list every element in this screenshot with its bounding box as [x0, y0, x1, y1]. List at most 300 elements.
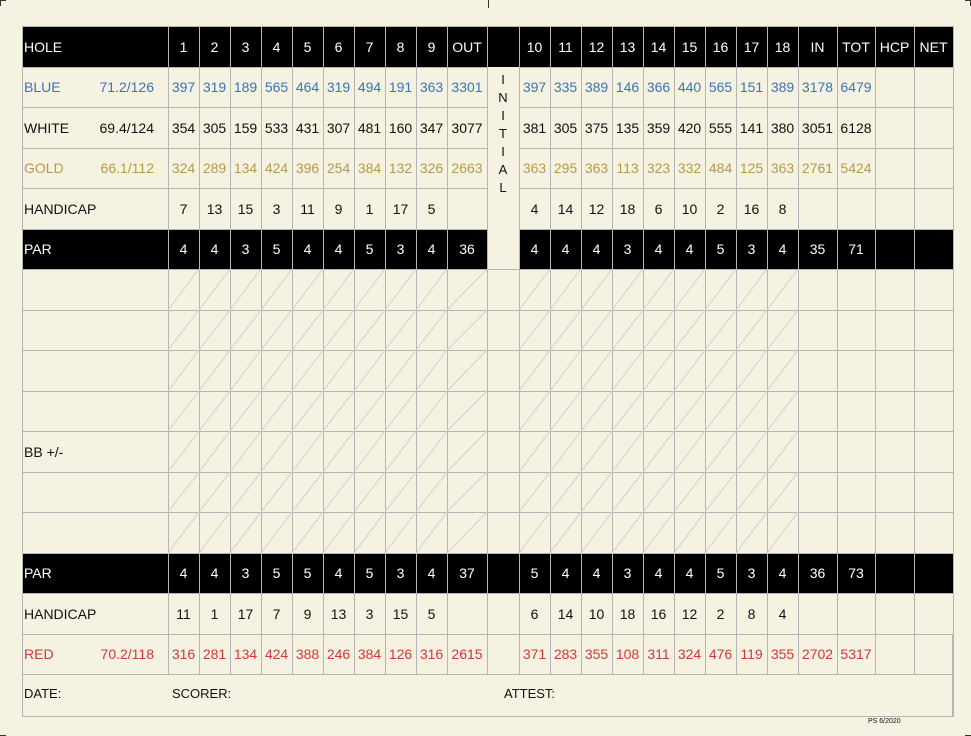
score-input[interactable] [875, 391, 914, 431]
yardage: 134 [233, 160, 258, 176]
grid-line [875, 634, 876, 674]
score-input[interactable] [550, 472, 581, 512]
yardage: 134 [233, 646, 258, 662]
score-input[interactable] [292, 310, 323, 350]
score-input[interactable] [519, 431, 550, 472]
score-input[interactable] [519, 512, 550, 553]
score-input[interactable] [323, 269, 354, 310]
hole-handicap: 3 [365, 605, 374, 622]
score-input[interactable] [261, 391, 292, 431]
score-input[interactable] [914, 472, 953, 512]
score-input[interactable] [519, 310, 550, 350]
score-input[interactable] [875, 472, 914, 512]
in-total: 3178 [801, 79, 834, 95]
initial-letter: N [498, 90, 508, 105]
score-input[interactable] [736, 512, 767, 553]
score-input[interactable] [674, 431, 705, 472]
hole-handicap: 10 [588, 605, 605, 622]
hole-handicap: 11 [176, 605, 191, 622]
grid-line [953, 26, 954, 634]
hole-handicap: 4 [778, 605, 787, 622]
score-input[interactable] [416, 391, 447, 431]
score-input[interactable] [230, 391, 261, 431]
score-input[interactable] [674, 472, 705, 512]
score-input[interactable] [798, 391, 837, 431]
yardage: 464 [295, 79, 320, 95]
score-row-label: BB +/- [24, 443, 64, 460]
score-input[interactable] [705, 350, 736, 391]
yardage: 189 [233, 79, 258, 95]
score-input[interactable] [385, 472, 416, 512]
score-input[interactable] [261, 512, 292, 553]
score-input[interactable] [230, 350, 261, 391]
score-input[interactable] [674, 269, 705, 310]
score-input[interactable] [581, 391, 612, 431]
tee-name: GOLD 66.1/112 [24, 160, 154, 176]
hole-handicap: 7 [272, 605, 281, 622]
score-input[interactable] [519, 391, 550, 431]
score-input[interactable] [736, 269, 767, 310]
footer-box [22, 674, 954, 717]
tee-name: BLUE 71.2/126 [24, 79, 154, 95]
score-input[interactable] [837, 512, 875, 553]
par-out: 37 [459, 565, 475, 581]
score-input[interactable] [447, 512, 487, 553]
initial-letter: T [499, 126, 507, 141]
hole-par: 3 [396, 565, 405, 581]
yardage: 319 [326, 79, 351, 95]
hole-par: 4 [179, 565, 188, 581]
tee-name: RED 70.2/118 [24, 646, 154, 662]
score-input[interactable] [767, 269, 798, 310]
hole-number: 7 [365, 38, 374, 55]
score-input[interactable] [705, 512, 736, 553]
hole-par: 4 [561, 241, 570, 257]
score-input[interactable] [643, 310, 674, 350]
score-input[interactable] [643, 269, 674, 310]
score-input[interactable] [323, 431, 354, 472]
yardage: 366 [646, 79, 671, 95]
hole-handicap: 9 [303, 605, 312, 622]
score-input[interactable] [447, 472, 487, 512]
yardage: 108 [615, 646, 640, 662]
yardage: 354 [171, 119, 196, 136]
score-input[interactable] [798, 350, 837, 391]
score-input[interactable] [612, 472, 643, 512]
score-input[interactable] [914, 310, 953, 350]
hole-handicap: 13 [206, 200, 223, 217]
grid-line [487, 634, 488, 674]
score-input[interactable] [674, 391, 705, 431]
yardage: 384 [357, 646, 382, 662]
yardage: 424 [264, 646, 289, 662]
yardage: 146 [615, 79, 640, 95]
score-input[interactable] [674, 310, 705, 350]
score-input[interactable] [736, 310, 767, 350]
par-bottom-gap-band [487, 553, 519, 593]
hole-par: 4 [210, 565, 219, 581]
score-input[interactable] [416, 512, 447, 553]
score-input[interactable] [199, 269, 230, 310]
score-input[interactable] [550, 350, 581, 391]
par-out: 36 [459, 241, 475, 257]
yardage: 246 [326, 646, 351, 662]
score-input[interactable] [199, 391, 230, 431]
hole-handicap: 5 [427, 605, 436, 622]
score-input[interactable] [837, 431, 875, 472]
yardage: 431 [295, 119, 320, 136]
hole-number: 9 [427, 38, 436, 55]
score-input[interactable] [837, 269, 875, 310]
hole-par: 5 [716, 565, 725, 581]
yardage: 119 [740, 646, 763, 662]
hole-handicap: 16 [650, 605, 667, 622]
score-input[interactable] [643, 391, 674, 431]
score-input[interactable] [581, 431, 612, 472]
score-input[interactable] [261, 310, 292, 350]
score-input[interactable] [168, 310, 199, 350]
hole-number: 3 [241, 38, 250, 55]
score-input[interactable] [519, 350, 550, 391]
header-gap-band [487, 26, 519, 67]
hole-handicap: 15 [392, 605, 409, 622]
yardage: 324 [171, 160, 196, 176]
score-input[interactable] [581, 350, 612, 391]
score-input[interactable] [261, 269, 292, 310]
score-input[interactable] [354, 350, 385, 391]
hole-number: 5 [303, 38, 312, 55]
score-input[interactable] [416, 472, 447, 512]
score-input[interactable] [168, 431, 199, 472]
yardage: 494 [357, 79, 382, 95]
score-input[interactable] [798, 269, 837, 310]
date-label: DATE: [24, 686, 62, 701]
score-input[interactable] [705, 310, 736, 350]
score-input[interactable] [354, 431, 385, 472]
score-input[interactable] [837, 310, 875, 350]
score-input[interactable] [323, 512, 354, 553]
yardage: 363 [419, 79, 444, 95]
score-input[interactable] [875, 350, 914, 391]
score-input[interactable] [323, 350, 354, 391]
score-input[interactable] [612, 310, 643, 350]
score-input[interactable] [612, 431, 643, 472]
score-input[interactable] [385, 391, 416, 431]
yardage: 371 [522, 646, 547, 662]
yardage: 326 [419, 160, 444, 176]
yardage: 283 [553, 646, 578, 662]
hole-handicap: 7 [179, 200, 188, 217]
yardage: 484 [708, 160, 733, 176]
score-input[interactable] [261, 350, 292, 391]
hole-par: 4 [654, 565, 663, 581]
out-header: OUT [452, 38, 482, 55]
score-input[interactable] [385, 431, 416, 472]
score-input[interactable] [798, 431, 837, 472]
hole-handicap: 6 [654, 200, 663, 217]
yardage: 396 [295, 160, 320, 176]
score-input[interactable] [416, 269, 447, 310]
score-input[interactable] [447, 269, 487, 310]
hole-handicap: 3 [272, 200, 281, 217]
hole-par: 3 [747, 241, 756, 257]
yardage: 481 [357, 119, 382, 136]
par-label: PAR [24, 241, 52, 257]
score-input[interactable] [612, 350, 643, 391]
score-input[interactable] [581, 310, 612, 350]
hole-number: 1 [179, 38, 188, 55]
score-input[interactable] [550, 269, 581, 310]
yardage: 440 [677, 79, 702, 95]
score-input[interactable] [385, 350, 416, 391]
yardage: 305 [553, 119, 578, 136]
hole-handicap: 1 [210, 605, 219, 622]
attest-label: ATTEST: [504, 686, 556, 701]
hole-par: 3 [396, 241, 405, 257]
hole-number: 6 [334, 38, 343, 55]
hole-handicap: 2 [716, 200, 725, 217]
score-input[interactable] [199, 350, 230, 391]
yardage: 384 [357, 160, 382, 176]
score-input[interactable] [199, 431, 230, 472]
hole-par: 4 [685, 241, 694, 257]
score-input[interactable] [168, 472, 199, 512]
score-input[interactable] [354, 269, 385, 310]
tee-rating: 70.2/118 [100, 646, 154, 662]
score-input[interactable] [385, 512, 416, 553]
score-input[interactable] [230, 269, 261, 310]
score-input[interactable] [643, 350, 674, 391]
handicap-label: HANDICAP [24, 200, 97, 217]
score-input[interactable] [168, 391, 199, 431]
score-input[interactable] [385, 269, 416, 310]
par-label: PAR [24, 565, 52, 581]
score-input[interactable] [736, 350, 767, 391]
score-input[interactable] [447, 350, 487, 391]
score-input[interactable] [767, 310, 798, 350]
score-input[interactable] [705, 431, 736, 472]
hole-handicap: 4 [530, 200, 539, 217]
score-input[interactable] [612, 512, 643, 553]
score-input[interactable] [354, 310, 385, 350]
hole-par: 5 [272, 241, 281, 257]
score-input[interactable] [736, 431, 767, 472]
score-input[interactable] [230, 431, 261, 472]
score-input[interactable] [674, 512, 705, 553]
tee-rating: 71.2/126 [99, 79, 154, 95]
initial-letter: A [498, 162, 508, 177]
score-input[interactable] [168, 269, 199, 310]
score-input[interactable] [736, 391, 767, 431]
initial-letter: I [501, 72, 505, 87]
hole-number: 18 [774, 38, 791, 55]
score-input[interactable] [199, 472, 230, 512]
initial-letter: L [499, 180, 507, 195]
score-input[interactable] [767, 512, 798, 553]
score-input[interactable] [875, 269, 914, 310]
score-input[interactable] [519, 472, 550, 512]
score-input[interactable] [519, 269, 550, 310]
yardage: 335 [553, 79, 578, 95]
score-input[interactable] [261, 431, 292, 472]
score-input[interactable] [914, 391, 953, 431]
par-total: 73 [848, 565, 864, 581]
score-input[interactable] [292, 391, 323, 431]
score-input[interactable] [875, 512, 914, 553]
score-input[interactable] [230, 310, 261, 350]
score-input[interactable] [550, 310, 581, 350]
score-input[interactable] [447, 310, 487, 350]
score-input[interactable] [199, 310, 230, 350]
score-input[interactable] [292, 472, 323, 512]
yardage: 307 [326, 119, 351, 136]
hole-par: 3 [241, 565, 250, 581]
score-input[interactable] [837, 472, 875, 512]
hole-handicap: 12 [681, 605, 698, 622]
score-input[interactable] [550, 512, 581, 553]
hole-number: 17 [743, 38, 760, 55]
score-input[interactable] [261, 472, 292, 512]
hcp-header: HCP [879, 38, 910, 55]
yardage: 141 [739, 119, 764, 136]
yardage: 281 [202, 646, 227, 662]
hole-handicap: 1 [365, 200, 374, 217]
out-total: 2663 [451, 160, 483, 176]
hole-par: 4 [685, 565, 694, 581]
score-input[interactable] [875, 310, 914, 350]
score-input[interactable] [199, 512, 230, 553]
hole-handicap: 8 [747, 605, 756, 622]
yardage: 355 [770, 646, 795, 662]
score-input[interactable] [798, 310, 837, 350]
score-input[interactable] [416, 431, 447, 472]
hole-handicap: 11 [300, 200, 315, 217]
score-input[interactable] [550, 391, 581, 431]
hole-handicap: 17 [237, 605, 254, 622]
hole-handicap: 8 [778, 200, 787, 217]
yardage: 324 [677, 646, 702, 662]
yardage: 132 [388, 160, 413, 176]
hole-par: 4 [334, 565, 343, 581]
score-input[interactable] [612, 269, 643, 310]
hole-number: 13 [619, 38, 636, 55]
score-input[interactable] [323, 472, 354, 512]
score-input[interactable] [447, 391, 487, 431]
grid-line [953, 634, 954, 674]
score-input[interactable] [612, 391, 643, 431]
score-input[interactable] [292, 350, 323, 391]
score-input[interactable] [323, 391, 354, 431]
score-input[interactable] [798, 512, 837, 553]
yardage: 359 [646, 119, 671, 136]
score-input[interactable] [914, 512, 953, 553]
score-input[interactable] [292, 269, 323, 310]
score-input[interactable] [416, 310, 447, 350]
score-input[interactable] [705, 269, 736, 310]
score-input[interactable] [914, 350, 953, 391]
score-input[interactable] [230, 472, 261, 512]
score-input[interactable] [168, 512, 199, 553]
score-input[interactable] [643, 431, 674, 472]
yardage: 397 [522, 79, 547, 95]
hole-number: 2 [210, 38, 219, 55]
score-input[interactable] [447, 431, 487, 472]
score-input[interactable] [643, 472, 674, 512]
score-input[interactable] [767, 350, 798, 391]
score-input[interactable] [837, 350, 875, 391]
score-input[interactable] [705, 472, 736, 512]
score-input[interactable] [581, 269, 612, 310]
yardage: 375 [584, 119, 609, 136]
hole-number: 8 [396, 38, 405, 55]
score-input[interactable] [837, 391, 875, 431]
score-input[interactable] [875, 431, 914, 472]
score-input[interactable] [292, 431, 323, 472]
score-input[interactable] [354, 512, 385, 553]
yardage: 254 [326, 160, 351, 176]
score-input[interactable] [643, 512, 674, 553]
yardage: 151 [739, 79, 764, 95]
score-input[interactable] [581, 512, 612, 553]
score-input[interactable] [550, 431, 581, 472]
hole-par: 5 [716, 241, 725, 257]
yardage: 126 [388, 646, 413, 662]
yardage: 289 [202, 160, 227, 176]
yardage: 363 [770, 160, 795, 176]
par-total: 71 [848, 241, 864, 257]
score-input[interactable] [674, 350, 705, 391]
score-input[interactable] [230, 512, 261, 553]
hole-number: 14 [650, 38, 667, 55]
score-input[interactable] [323, 310, 354, 350]
yardage: 160 [388, 119, 413, 136]
score-input[interactable] [385, 310, 416, 350]
score-input[interactable] [767, 391, 798, 431]
total-yardage: 6479 [840, 79, 872, 95]
hole-par: 3 [623, 241, 632, 257]
score-input[interactable] [767, 431, 798, 472]
net-header: NET [919, 38, 948, 55]
yardage: 389 [770, 79, 795, 95]
hole-par: 5 [303, 565, 312, 581]
score-input[interactable] [914, 431, 953, 472]
score-input[interactable] [767, 472, 798, 512]
hole-par: 4 [210, 241, 219, 257]
hole-par: 4 [561, 565, 570, 581]
out-total: 3301 [451, 79, 483, 95]
hole-number: 12 [588, 38, 605, 55]
score-input[interactable] [798, 472, 837, 512]
score-input[interactable] [581, 472, 612, 512]
hole-handicap: 16 [743, 200, 760, 217]
score-input[interactable] [705, 391, 736, 431]
score-input[interactable] [168, 350, 199, 391]
score-input[interactable] [354, 472, 385, 512]
score-input[interactable] [292, 512, 323, 553]
score-input[interactable] [736, 472, 767, 512]
yardage: 565 [708, 79, 733, 95]
hole-handicap: 6 [530, 605, 539, 622]
yardage: 295 [553, 160, 578, 176]
total-yardage: 5317 [840, 646, 872, 662]
yardage: 476 [708, 646, 733, 662]
yardage: 159 [233, 119, 258, 136]
hole-number: 16 [712, 38, 729, 55]
score-input[interactable] [914, 269, 953, 310]
yardage: 316 [419, 646, 444, 662]
score-input[interactable] [354, 391, 385, 431]
score-input[interactable] [416, 350, 447, 391]
